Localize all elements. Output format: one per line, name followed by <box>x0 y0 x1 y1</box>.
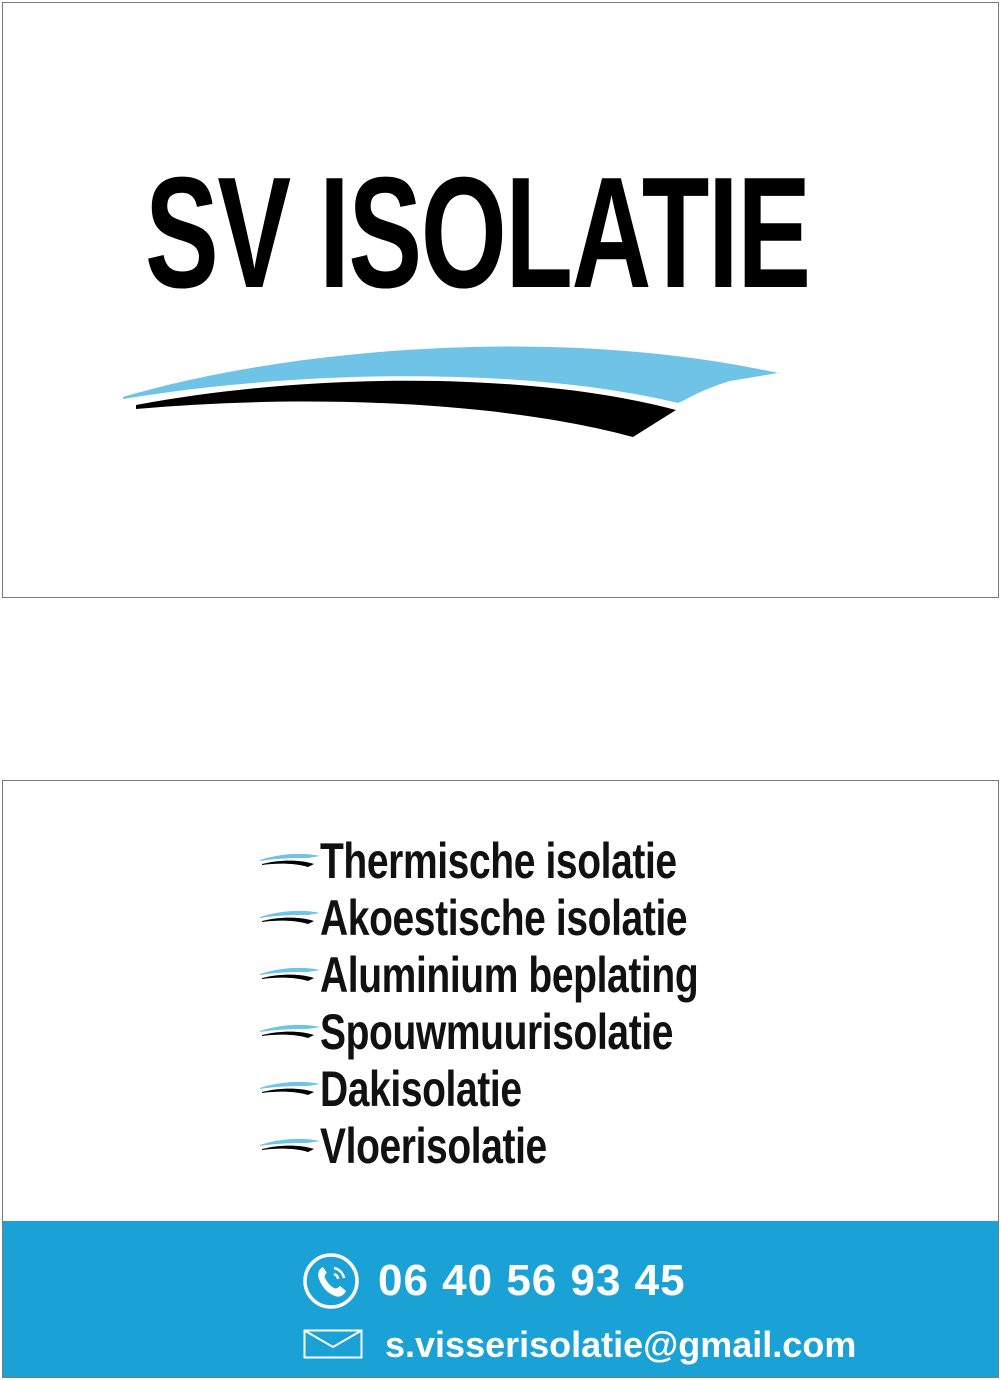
swoosh-black <box>136 381 676 437</box>
swoosh-logo <box>118 333 783 443</box>
service-item <box>258 1118 805 1175</box>
service-item <box>258 1061 805 1118</box>
swoosh-bullet-icon <box>258 1135 320 1159</box>
service-label: Spouwmuurisolatie <box>320 1004 674 1060</box>
service-item <box>258 890 805 947</box>
service-item <box>258 947 805 1004</box>
service-label: Aluminium beplating <box>320 947 699 1003</box>
service-label: Thermische isolatie <box>320 833 677 889</box>
mail-icon <box>303 1329 363 1359</box>
front-card <box>2 2 999 598</box>
back-card <box>2 780 999 1378</box>
contact-bar <box>3 1221 998 1378</box>
service-label: Vloerisolatie <box>320 1118 547 1174</box>
swoosh-bullet-icon <box>258 850 320 874</box>
swoosh-bullet-icon <box>258 1078 320 1102</box>
service-label: Dakisolatie <box>320 1061 522 1117</box>
swoosh-bullet-icon <box>258 1021 320 1045</box>
service-label: Akoestische isolatie <box>320 890 688 946</box>
phone-number[interactable]: 06 40 56 93 45 <box>378 1256 686 1305</box>
services-list <box>258 833 805 1175</box>
email-address[interactable]: s.visserisolatie@gmail.com <box>385 1324 857 1365</box>
swoosh-bullet-icon <box>258 964 320 988</box>
brand-name: SV ISOLATIE <box>145 145 810 321</box>
phone-icon <box>301 1251 361 1311</box>
service-item <box>258 1004 805 1061</box>
service-item <box>258 833 805 890</box>
swoosh-bullet-icon <box>258 907 320 931</box>
